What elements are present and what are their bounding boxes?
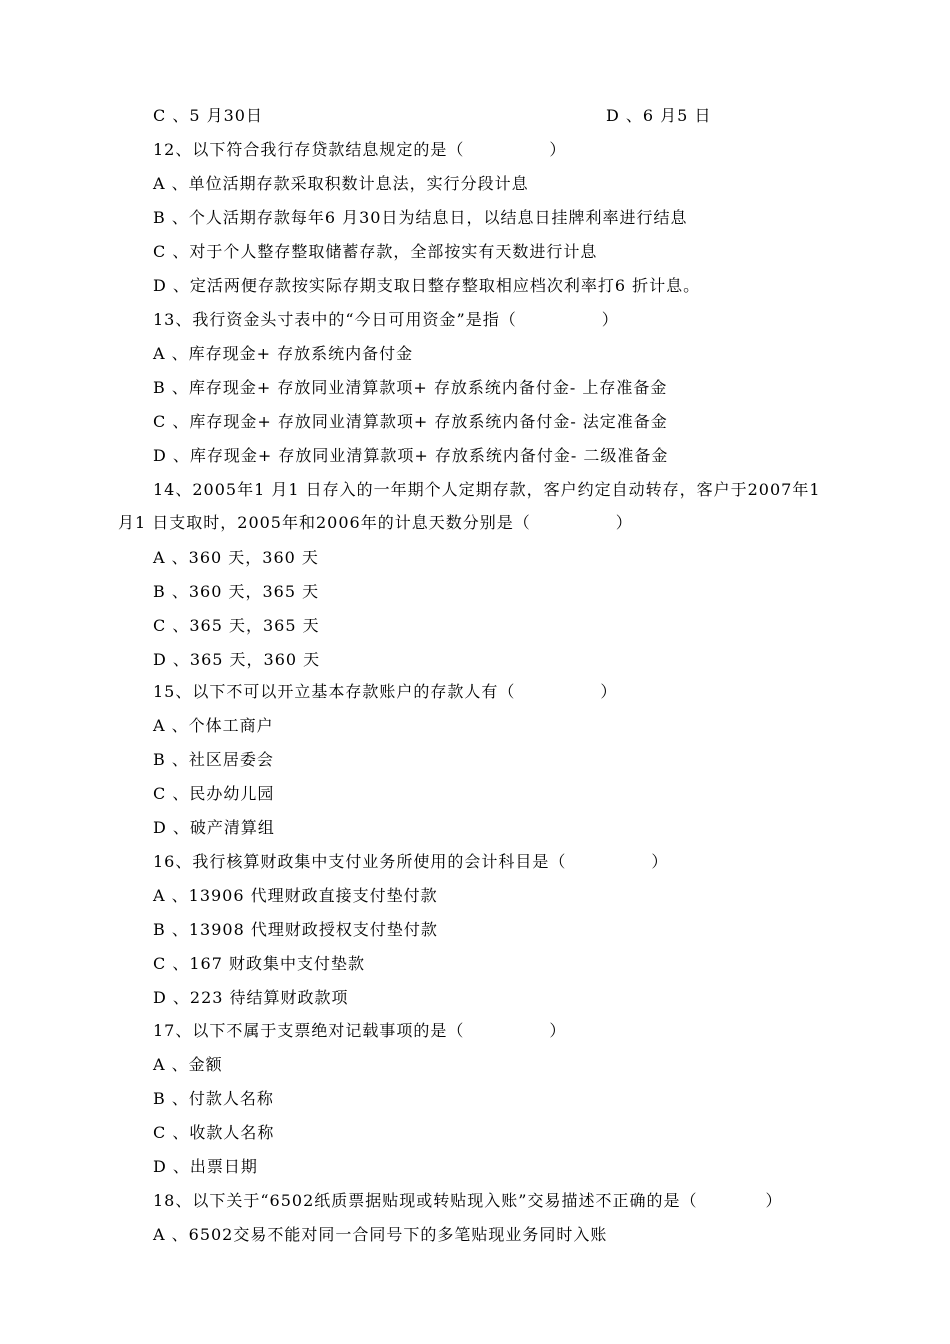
option-line: C 、库存现金+ 存放同业清算款项+ 存放系统内备付金- 法定准备金 [153, 412, 668, 431]
option-line [153, 106, 712, 126]
option-line: A 、360 天，360 天 [153, 548, 319, 567]
option-line: B 、个人活期存款每年6 月30日为结息日，以结息日挂牌利率进行结息 [153, 208, 688, 227]
option-line: D 、223 待结算财政款项 [153, 988, 349, 1007]
option-line: C 、对于个人整存整取储蓄存款，全部按实有天数进行计息 [153, 242, 598, 261]
option-line: B 、库存现金+ 存放同业清算款项+ 存放系统内备付金- 上存准备金 [153, 378, 668, 397]
question-14: 14、2005年1 月1 日存入的一年期个人定期存款，客户约定自动转存，客户于2007年1 [153, 480, 821, 499]
option-line: C 、365 天，365 天 [153, 616, 320, 635]
option-line: D 、库存现金+ 存放同业清算款项+ 存放系统内备付金- 二级准备金 [153, 446, 669, 465]
option-line: B 、付款人名称 [153, 1089, 274, 1108]
option-line: D 、破产清算组 [153, 818, 275, 837]
option-line: A 、个体工商户 [153, 716, 274, 735]
option-line: A 、库存现金+ 存放系统内备付金 [153, 344, 414, 363]
option-line: C 、167 财政集中支付垫款 [153, 954, 365, 973]
question-18: 18、以下关于“6502纸质票据贴现或转贴现入账”交易描述不正确的是（ ） [153, 1191, 783, 1210]
option-line: B 、13908 代理财政授权支付垫付款 [153, 920, 438, 939]
option-line: D 、定活两便存款按实际存期支取日整存整取相应档次利率打6 折计息。 [153, 276, 701, 295]
option-line: C 、收款人名称 [153, 1123, 275, 1142]
option-line: C 、民办幼儿园 [153, 784, 275, 803]
option-line: D 、365 天，360 天 [153, 650, 321, 669]
option-line: A 、金额 [153, 1055, 223, 1074]
option-line: A 、13906 代理财政直接支付垫付款 [153, 886, 438, 905]
option-line: A 、单位活期存款采取积数计息法，实行分段计息 [153, 174, 529, 193]
question-12: 12、以下符合我行存贷款结息规定的是（ ） [153, 140, 567, 159]
option-c-text: C 、5 月30日 [153, 106, 263, 125]
option-d-text: D 、6 月5 日 [606, 106, 712, 125]
question-16: 16、我行核算财政集中支付业务所使用的会计科目是（ ） [153, 852, 669, 871]
question-15: 15、以下不可以开立基本存款账户的存款人有（ ） [153, 682, 618, 701]
option-line: B 、360 天，365 天 [153, 582, 320, 601]
option-line: A 、6502交易不能对同一合同号下的多笔贴现业务同时入账 [153, 1225, 608, 1244]
question-14-continuation: 月1 日支取时，2005年和2006年的计息天数分别是（ ） [118, 513, 633, 532]
option-line: D 、出票日期 [153, 1157, 258, 1176]
question-17: 17、以下不属于支票绝对记载事项的是（ ） [153, 1021, 567, 1040]
option-line: B 、社区居委会 [153, 750, 274, 769]
question-13: 13、我行资金头寸表中的“今日可用资金”是指（ ） [153, 310, 619, 329]
